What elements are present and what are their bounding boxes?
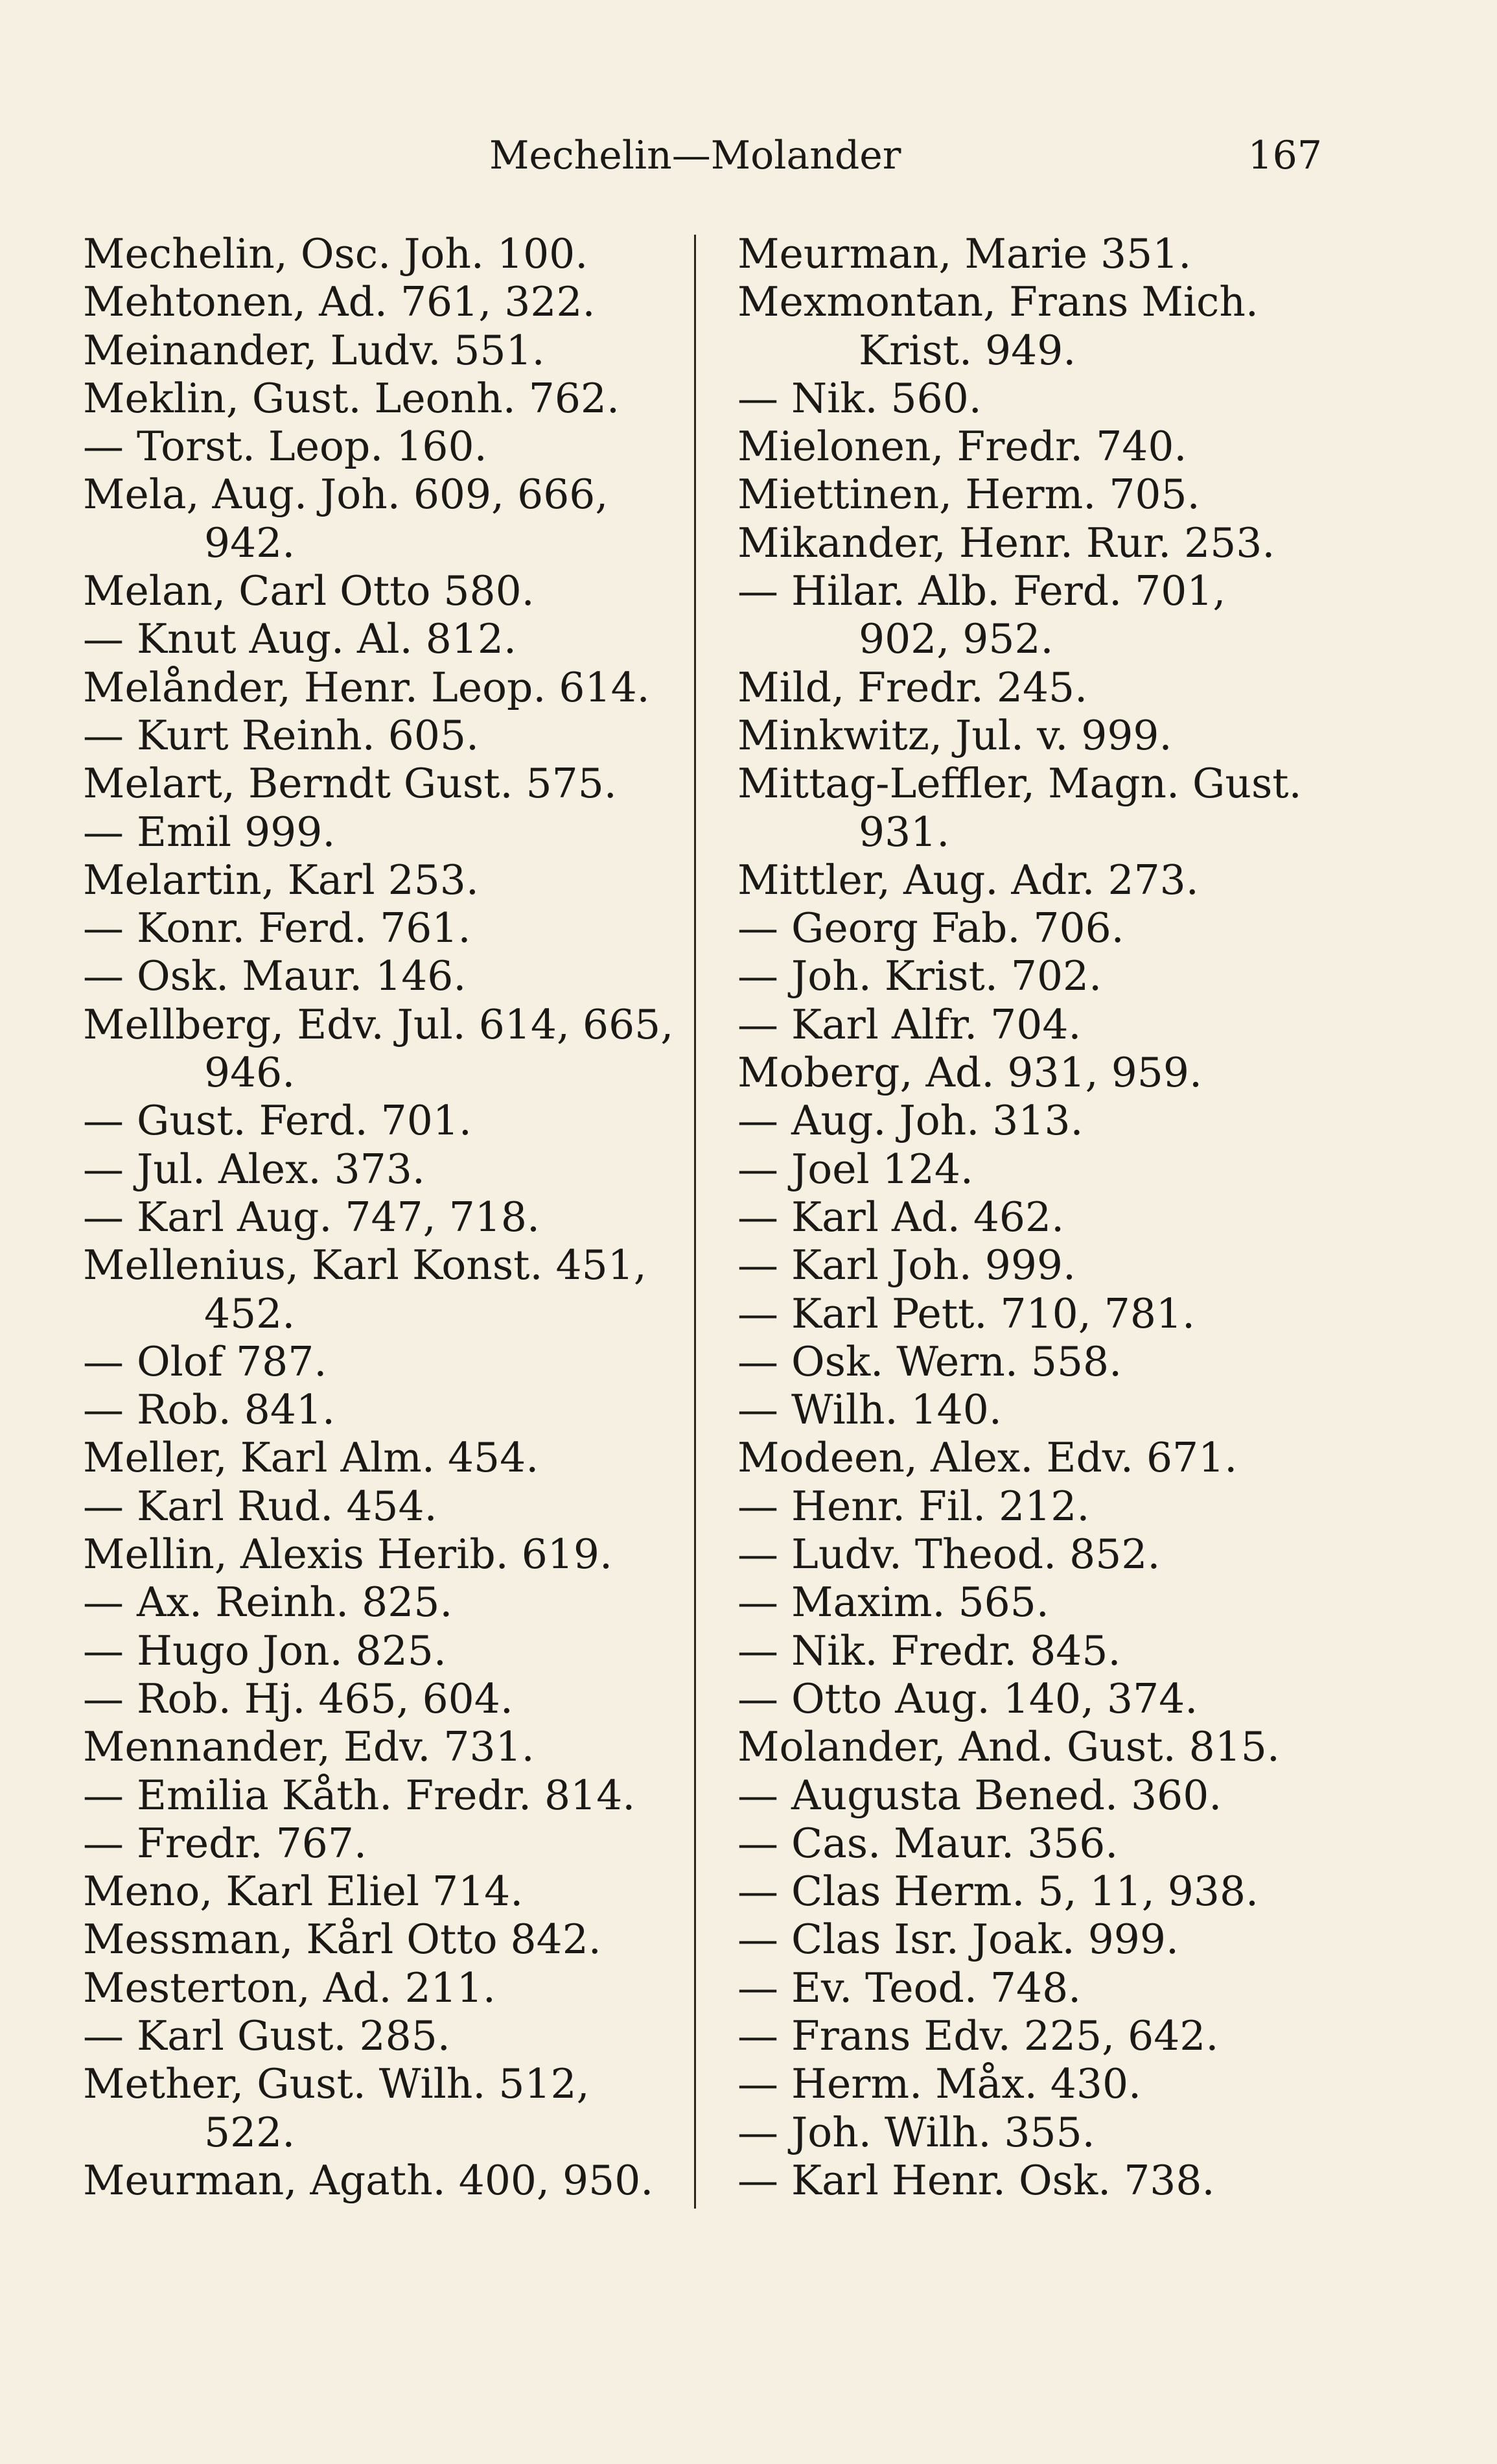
- index-entry: — Augusta Bened. 360.: [737, 1771, 1222, 1819]
- index-entry: — Karl Pett. 710, 781.: [737, 1289, 1196, 1337]
- index-entry: — Karl Henr. Osk. 738.: [737, 2156, 1215, 2204]
- index-entry: — Karl Joh. 999.: [737, 1241, 1076, 1289]
- index-entry: — Knut Aug. Al. 812.: [83, 615, 517, 663]
- index-entry: Mittler, Aug. Adr. 273.: [737, 856, 1199, 904]
- index-entry: — Joh. Wilh. 355.: [737, 2108, 1095, 2156]
- index-entry: Mesterton, Ad. 211.: [83, 1964, 496, 2012]
- index-entry: — Aug. Joh. 313.: [737, 1097, 1084, 1145]
- index-entry: Meurman, Agath. 400, 950.: [83, 2156, 654, 2204]
- index-entry: — Olof 787.: [83, 1337, 327, 1385]
- page-number: 167: [1248, 133, 1322, 178]
- index-entry: Meurman, Marie 351.: [737, 230, 1192, 277]
- index-entry: — Osk. Wern. 558.: [737, 1337, 1122, 1385]
- index-entry: Meklin, Gust. Leonh. 762.: [83, 374, 620, 422]
- index-entry: — Karl Alfr. 704.: [737, 1000, 1082, 1048]
- index-entry: Modeen, Alex. Edv. 671.: [737, 1434, 1238, 1482]
- index-entry-continuation: 931.: [859, 808, 950, 856]
- index-entry: — Karl Aug. 747, 718.: [83, 1193, 540, 1241]
- index-entry: Moberg, Ad. 931, 959.: [737, 1049, 1202, 1097]
- index-entry: Mechelin, Osc. Joh. 100.: [83, 230, 588, 277]
- index-entry: — Fredr. 767.: [83, 1819, 367, 1867]
- index-entry: — Wilh. 140.: [737, 1386, 1002, 1434]
- running-header-title: Mechelin—Molander: [489, 133, 901, 178]
- index-entry: — Clas Herm. 5, 11, 938.: [737, 1868, 1259, 1916]
- index-entry-continuation: Krist. 949.: [859, 326, 1076, 374]
- index-entry: Messman, Kårl Otto 842.: [83, 1916, 601, 1964]
- index-entry: Mielonen, Fredr. 740.: [737, 423, 1187, 471]
- index-entry-continuation: 942.: [204, 519, 296, 567]
- index-entry: Mexmontan, Frans Mich.: [737, 278, 1259, 326]
- index-entry: Mellin, Alexis Herib. 619.: [83, 1531, 612, 1578]
- index-entry: — Torst. Leop. 160.: [83, 423, 487, 471]
- index-entry: — Joel 124.: [737, 1145, 973, 1193]
- index-entry: Mether, Gust. Wilh. 512,: [83, 2060, 590, 2108]
- index-column-left: [83, 230, 686, 2205]
- index-entry: — Jul. Alex. 373.: [83, 1145, 425, 1193]
- index-entry: — Hugo Jon. 825.: [83, 1626, 447, 1674]
- index-entry: — Nik. 560.: [737, 374, 982, 422]
- index-entry: Meinander, Ludv. 551.: [83, 326, 545, 374]
- index-entry: — Ev. Teod. 748.: [737, 1964, 1082, 2012]
- index-entry: Meller, Karl Alm. 454.: [83, 1434, 539, 1482]
- index-entry: — Nik. Fredr. 845.: [737, 1626, 1121, 1674]
- index-entry: Mehtonen, Ad. 761, 322.: [83, 278, 596, 326]
- index-entry: — Rob. 841.: [83, 1386, 336, 1434]
- index-entry-continuation: 902, 952.: [859, 615, 1054, 663]
- index-entry: Meno, Karl Eliel 714.: [83, 1868, 524, 1916]
- index-entry: — Rob. Hj. 465, 604.: [83, 1674, 513, 1722]
- index-entry: Miettinen, Herm. 705.: [737, 471, 1200, 519]
- index-entry: — Ax. Reinh. 825.: [83, 1578, 453, 1626]
- index-entry: — Joh. Krist. 702.: [737, 952, 1102, 1000]
- index-entry: Mela, Aug. Joh. 609, 666,: [83, 471, 609, 519]
- index-entry: — Clas Isr. Joak. 999.: [737, 1916, 1179, 1964]
- index-entry: Mellenius, Karl Konst. 451,: [83, 1241, 647, 1289]
- column-divider: [694, 235, 696, 2209]
- index-entry: — Emil 999.: [83, 808, 336, 856]
- index-entry: Mennander, Edv. 731.: [83, 1723, 535, 1771]
- index-entry: — Georg Fab. 706.: [737, 904, 1124, 952]
- index-entry: — Osk. Maur. 146.: [83, 952, 467, 1000]
- index-entry: — Karl Ad. 462.: [737, 1193, 1065, 1241]
- index-entry: Melånder, Henr. Leop. 614.: [83, 663, 650, 711]
- index-entry: Melartin, Karl 253.: [83, 856, 479, 904]
- index-entry: — Maxim. 565.: [737, 1578, 1049, 1626]
- index-entry-continuation: 946.: [204, 1049, 296, 1097]
- index-entry: — Herm. Måx. 430.: [737, 2060, 1142, 2108]
- index-entry: — Frans Edv. 225, 642.: [737, 2012, 1219, 2059]
- index-entry: — Ludv. Theod. 852.: [737, 1531, 1161, 1578]
- index-entry: Minkwitz, Jul. v. 999.: [737, 711, 1172, 759]
- index-entry: — Cas. Maur. 356.: [737, 1819, 1119, 1867]
- index-entry: — Karl Rud. 454.: [83, 1482, 437, 1530]
- index-entry: Mild, Fredr. 245.: [737, 663, 1088, 711]
- index-entry: — Hilar. Alb. Ferd. 701,: [737, 567, 1226, 615]
- index-entry: — Gust. Ferd. 701.: [83, 1097, 472, 1145]
- index-entry: — Emilia Kåth. Fredr. 814.: [83, 1771, 636, 1819]
- index-entry: — Karl Gust. 285.: [83, 2012, 450, 2059]
- index-entry: Melan, Carl Otto 580.: [83, 567, 535, 615]
- index-entry: Mikander, Henr. Rur. 253.: [737, 519, 1275, 567]
- index-entry: — Henr. Fil. 212.: [737, 1482, 1090, 1530]
- index-entry-continuation: 452.: [204, 1289, 296, 1337]
- index-entry: Melart, Berndt Gust. 575.: [83, 760, 617, 808]
- index-entry: — Kurt Reinh. 605.: [83, 711, 480, 759]
- index-entry: — Otto Aug. 140, 374.: [737, 1674, 1198, 1722]
- index-entry: Mittag-Leffler, Magn. Gust.: [737, 760, 1302, 808]
- index-entry-continuation: 522.: [204, 2108, 296, 2156]
- index-entry: Molander, And. Gust. 815.: [737, 1723, 1280, 1771]
- index-entry: Mellberg, Edv. Jul. 614, 665,: [83, 1000, 674, 1048]
- index-column-right: [737, 230, 1324, 2205]
- index-entry: — Konr. Ferd. 761.: [83, 904, 471, 952]
